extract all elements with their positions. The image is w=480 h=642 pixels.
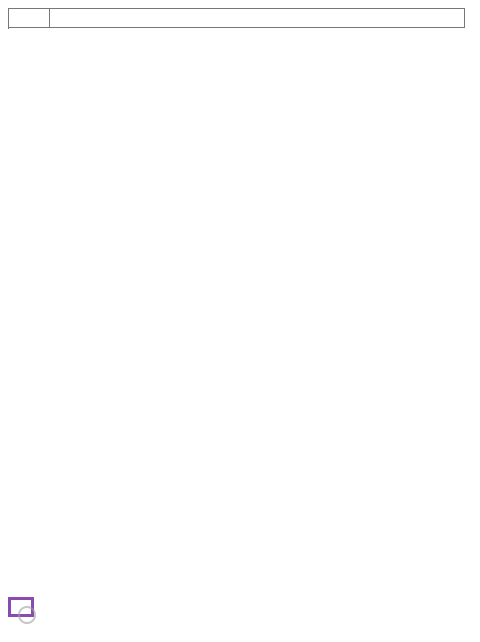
stage-header — [50, 9, 465, 28]
results-table — [8, 8, 465, 28]
participant-column-header — [9, 9, 50, 28]
watermark-icon — [18, 606, 36, 624]
header-row-stage — [9, 9, 465, 28]
